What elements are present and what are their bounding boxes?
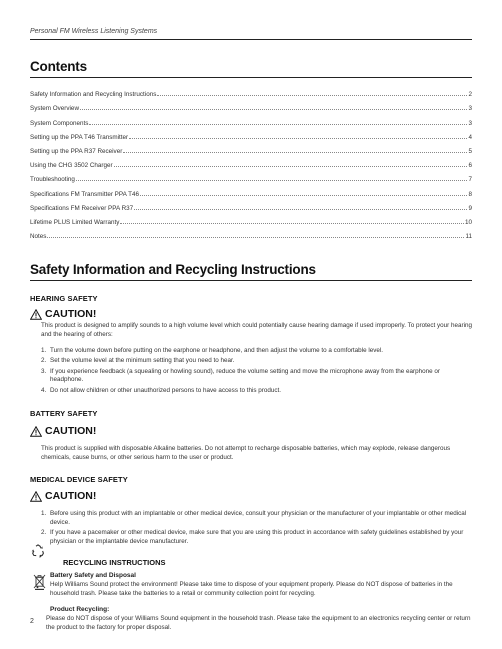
contents-title: Contents [30, 59, 87, 74]
toc-entry[interactable]: Notes 11 [30, 233, 472, 241]
crossed-bin-icon [33, 574, 46, 590]
safety-title: Safety Information and Recycling Instructions [30, 262, 316, 277]
toc-entry[interactable]: Safety Information and Recycling Instructions 2 [30, 91, 472, 99]
battery-disposal-title: Battery Safety and Disposal [50, 572, 136, 579]
page-number: 2 [30, 618, 34, 625]
battery-text: This product is supplied with disposable Alkaline batteries. Do not attempt to recharge disposable batteries, which may explode, release dangerous chemicals, cause burns, or other serious harm to the user or product. [41, 445, 451, 461]
product-recycling-title: Product Recycling: [50, 606, 110, 613]
caution-label: CAUTION! [45, 308, 97, 320]
medical-safety-heading: MEDICAL DEVICE SAFETY [30, 475, 128, 484]
running-header: Personal FM Wireless Listening Systems [30, 28, 158, 35]
hearing-caution [30, 308, 96, 320]
list-item: 1. Before using this product with an implantable or other medical device, consult your physician or the manufacturer of your implantable or other medical device. [41, 510, 467, 526]
warning-icon [30, 309, 42, 320]
list-item: 1. Turn the volume down before putting on the earphone or headphone, and then adjust the volume to a comfortable level. [41, 347, 384, 354]
hearing-list [41, 347, 472, 397]
toc-entry[interactable]: System Components 3 [30, 119, 472, 127]
list-item: 2. If you have a pacemaker or other medical device, make sure that you are using this product in accordance with safety guidelines established by your physician or the implantable device manufacturer. [41, 528, 464, 545]
battery-caution [30, 425, 96, 437]
toc-entry[interactable]: Setting up the PPA R37 Receiver 5 [30, 147, 472, 155]
recycle-icon [31, 544, 45, 558]
toc-entry[interactable]: Setting up the PPA T46 Transmitter 4 [30, 133, 472, 141]
medical-list [41, 510, 472, 548]
product-recycling-text: Please do NOT dispose of your Williams Sound equipment in the household trash. Please take the equipment to an electronics recycling center or return the product to the factory for proper disposal. [46, 615, 471, 631]
warning-icon [30, 491, 42, 502]
toc-entry[interactable]: Troubleshooting 7 [30, 176, 472, 184]
toc-entry[interactable]: Using the CHG 3502 Charger 6 [30, 162, 472, 170]
hearing-safety-heading: HEARING SAFETY [30, 294, 98, 303]
contents-title-rule [30, 77, 472, 78]
medical-caution [30, 490, 96, 502]
list-item: 4. Do not allow children or other unauthorized persons to have access to this product. [41, 386, 282, 394]
hearing-intro: This product is designed to amplify sounds to a high volume level which could potentially cause hearing damage if used improperly. To protect your hearing and the hearing of others: [41, 322, 472, 338]
warning-icon [30, 426, 42, 437]
battery-disposal-text: Help Williams Sound protect the environment! Please take time to dispose of your equipment properly. Please do NOT dispose of batteries in the household trash. Please take the batteries to a retail or community collection point for recycling. [50, 581, 453, 597]
caution-label: CAUTION! [45, 490, 97, 502]
battery-safety-heading: BATTERY SAFETY [30, 409, 98, 418]
recycling-heading: RECYCLING INSTRUCTIONS [63, 558, 166, 567]
toc-entry[interactable]: Specifications FM Receiver PPA R37 9 [30, 204, 472, 212]
header-rule [30, 39, 472, 40]
list-item: 3. If you experience feedback (a squealing or howling sound), reduce the volume setting and move the microphone away from the earphone or headphone. [41, 367, 440, 384]
list-item: 2. Set the volume level at the minimum setting that you need to hear. [41, 357, 235, 365]
toc-entry[interactable]: Specifications FM Transmitter PPA T46 8 [30, 190, 472, 198]
safety-title-rule [30, 280, 472, 281]
toc-entry[interactable]: Lifetime PLUS Limited Warranty 10 [30, 218, 472, 226]
caution-label: CAUTION! [45, 425, 97, 437]
table-of-contents [30, 84, 472, 240]
toc-entry[interactable]: System Overview 3 [30, 105, 472, 113]
